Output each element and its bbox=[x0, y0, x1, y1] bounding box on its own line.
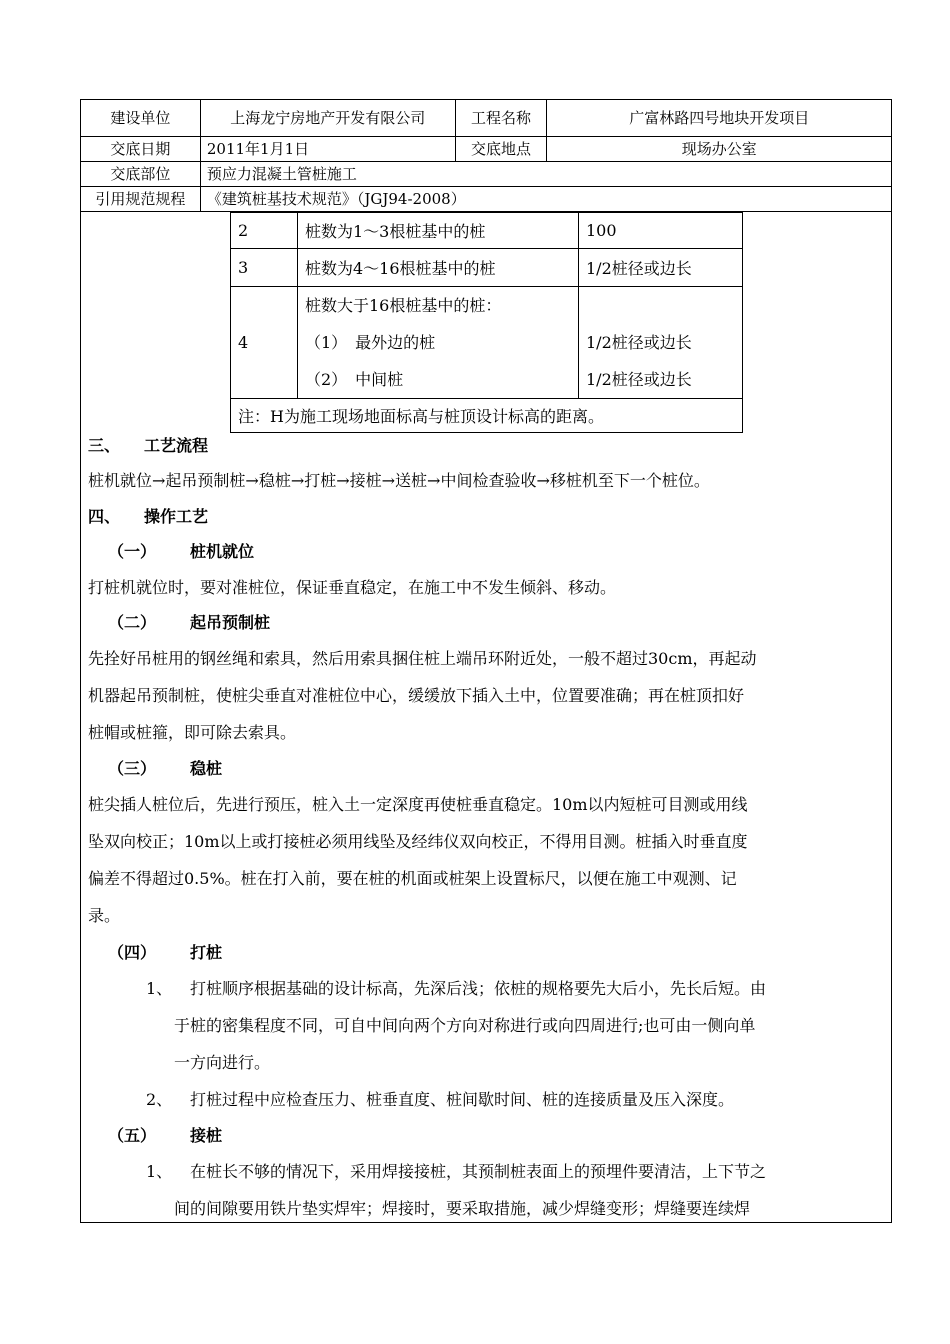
subsection-number: （三） bbox=[108, 759, 157, 778]
row-description: 桩数为1～3根桩基中的桩 bbox=[298, 213, 579, 249]
label-part: 交底部位 bbox=[81, 162, 201, 187]
subsection-title: 接桩 bbox=[190, 1126, 223, 1145]
subsection-2-heading bbox=[108, 605, 270, 641]
list-item-line: 间的间隙要用铁片垫实焊牢；焊接时，要采取措施，减少焊缝变形；焊缝要连续焊 bbox=[174, 1199, 751, 1218]
label-project-name: 工程名称 bbox=[455, 100, 547, 137]
header-row-2 bbox=[81, 137, 892, 162]
value-project-name: 广富林路四号地块开发项目 bbox=[547, 100, 892, 137]
table-row bbox=[231, 287, 743, 399]
row-value-line bbox=[586, 287, 735, 324]
subsection-4-heading bbox=[108, 935, 222, 971]
row-description: 桩数为4～16根桩基中的桩 bbox=[298, 249, 579, 287]
row-value: 100 bbox=[579, 213, 743, 249]
row-value: 1/2桩径或边长 bbox=[579, 249, 743, 287]
label-location: 交底地点 bbox=[455, 137, 547, 162]
table-note-row bbox=[231, 399, 743, 433]
list-item-line: 在桩长不够的情况下，采用焊接接桩，其预制桩表面上的预埋件要清洁，上下节之 bbox=[190, 1162, 767, 1181]
subsection-1-heading bbox=[108, 534, 254, 570]
value-location: 现场办公室 bbox=[547, 137, 892, 162]
subsection-3-heading bbox=[108, 751, 222, 787]
header-row-4 bbox=[81, 187, 892, 212]
list-item-number: 2、 bbox=[146, 1090, 173, 1109]
section-title: 操作工艺 bbox=[144, 507, 209, 526]
row-value-line: 1/2桩径或边长 bbox=[586, 333, 692, 352]
value-part: 预应力混凝土管桩施工 bbox=[200, 162, 891, 187]
paragraph-line: 坠双向校正；10m以上或打接桩必须用线坠及经纬仪双向校正，不得用目测。桩插入时垂直度 bbox=[88, 832, 748, 851]
row-value bbox=[579, 287, 743, 399]
subsection-number: （四） bbox=[108, 943, 157, 962]
list-item-number: 1、 bbox=[146, 1162, 173, 1181]
paragraph-line: 桩帽或桩箍，即可除去索具。 bbox=[88, 723, 297, 742]
row-number: 2 bbox=[231, 213, 298, 249]
list-item bbox=[146, 971, 766, 1007]
subsection-number: （一） bbox=[108, 542, 157, 561]
pile-spacing-table bbox=[230, 212, 743, 433]
value-builder: 上海龙宁房地产开发有限公司 bbox=[200, 100, 455, 137]
subsection-title: 稳桩 bbox=[190, 759, 223, 778]
subsection-number: （二） bbox=[108, 613, 157, 632]
paragraph-line: 桩尖插人桩位后，先进行预压，桩入土一定深度再使桩垂直稳定。10m以内短桩可目测或用线 bbox=[88, 795, 748, 814]
section-3-heading bbox=[88, 428, 208, 464]
row-description bbox=[298, 287, 579, 399]
section-4-heading bbox=[88, 499, 208, 535]
paragraph-line: 录。 bbox=[88, 906, 121, 925]
value-date: 2011年1月1日 bbox=[200, 137, 455, 162]
value-standard: 《建筑桩基技术规范》（JGJ94-2008） bbox=[200, 187, 891, 212]
list-item-line: 打桩顺序根据基础的设计标高，先深后浅；依桩的规格要先大后小，先长后短。由 bbox=[190, 979, 767, 998]
paragraph-line: 机器起吊预制桩，使桩尖垂直对准桩位中心，缓缓放下插入土中，位置要准确；再在桩顶扣好 bbox=[88, 686, 745, 705]
subsection-title: 打桩 bbox=[190, 943, 223, 962]
list-item-number: 1、 bbox=[146, 979, 173, 998]
label-standard: 引用规范规程 bbox=[81, 187, 201, 212]
label-builder: 建设单位 bbox=[81, 100, 201, 137]
subsection-number: （五） bbox=[108, 1126, 157, 1145]
section-title: 工艺流程 bbox=[144, 436, 209, 455]
list-item-line: 于桩的密集程度不同，可自中间向两个方向对称进行或向四周进行;也可由一侧向单 bbox=[174, 1016, 756, 1035]
row-desc-line: （1） 最外边的桩 bbox=[305, 333, 436, 352]
list-item-text: 打桩过程中应检查压力、桩垂直度、桩间歇时间、桩的连接质量及压入深度。 bbox=[190, 1090, 735, 1109]
subsection-title: 桩机就位 bbox=[190, 542, 255, 561]
subsection-5-heading bbox=[108, 1118, 222, 1154]
list-item bbox=[146, 1082, 734, 1118]
table-row bbox=[231, 249, 743, 287]
paragraph-line: 偏差不得超过0.5%。桩在打入前，要在桩的机面或桩架上设置标尺，以便在施工中观测、记 bbox=[88, 869, 737, 888]
row-number: 3 bbox=[231, 249, 298, 287]
header-row-3 bbox=[81, 162, 892, 187]
label-date: 交底日期 bbox=[81, 137, 201, 162]
header-row-1 bbox=[81, 100, 892, 137]
section-number: 四、 bbox=[88, 507, 121, 526]
table-row bbox=[231, 213, 743, 249]
list-item bbox=[146, 1154, 766, 1190]
paragraph-line: 先拴好吊桩用的钢丝绳和索具，然后用索具捆住桩上端吊环附近处，一般不超过30cm，再起动 bbox=[88, 649, 757, 668]
header-table bbox=[80, 99, 892, 212]
row-number: 4 bbox=[231, 287, 298, 399]
row-desc-line: 桩数大于16根桩基中的桩： bbox=[305, 296, 502, 315]
section-number: 三、 bbox=[88, 436, 121, 455]
list-item-line: 一方向进行。 bbox=[174, 1053, 271, 1072]
paragraph-text: 打桩机就位时，要对准桩位，保证垂直稳定，在施工中不发生倾斜、移动。 bbox=[88, 578, 617, 597]
row-desc-line: （2） 中间桩 bbox=[305, 370, 404, 389]
row-value-line: 1/2桩径或边长 bbox=[586, 370, 692, 389]
subsection-title: 起吊预制桩 bbox=[190, 613, 271, 632]
process-flow: 桩机就位→起吊预制桩→稳桩→打桩→接桩→送桩→中间检查验收→移桩机至下一个桩位。 bbox=[88, 471, 710, 490]
table-note: 注：H为施工现场地面标高与桩顶设计标高的距离。 bbox=[231, 399, 743, 433]
